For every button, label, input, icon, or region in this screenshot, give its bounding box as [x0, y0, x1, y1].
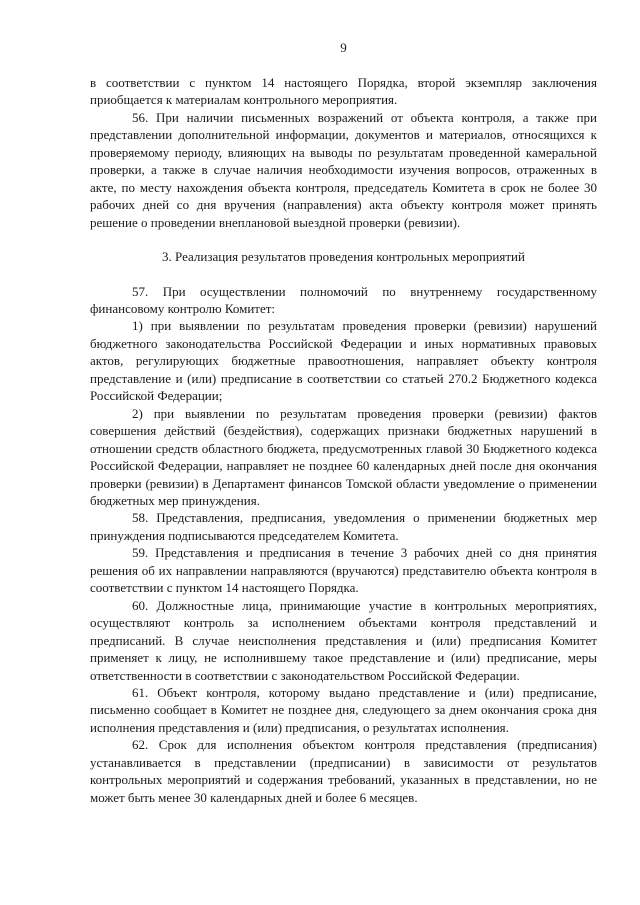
paragraph-continuation: в соответствии с пунктом 14 настоящего Порядка, второй экземпляр заключения приобщается к материалам контрольного мероприятия.	[90, 75, 597, 108]
paragraph-57-item-2: 2) при выявлении по результатам проведения проверки (ревизии) фактов совершения действий (бездействия), содержащих признаки бюджетных нарушений в отношении средств областного бюджета, предусмотренных главой 30 Бюджетного кодекса Российской Федерации, направляет не позднее 60 календарных дней после дня окончания проверки (ревизии) в Департамент финансов Томской области уведомление о применении бюджетных мер принуждения.	[90, 405, 597, 508]
paragraph-62: 62. Срок для исполнения объектом контроля представления (предписания) устанавливается в представлении (предписании) в зависимости от результатов контрольных мероприятий и содержания требований, указанных в представлении, но не может быть менее 30 календарных дней и более 6 месяцев.	[90, 737, 597, 805]
document-page	[90, 40, 597, 806]
section-heading: 3. Реализация результатов проведения контрольных мероприятий	[162, 249, 525, 265]
paragraph-58: 58. Представления, предписания, уведомления о применении бюджетных мер принуждения подписываются председателем Комитета.	[90, 510, 597, 543]
paragraph-60: 60. Должностные лица, принимающие участие в контрольных мероприятиях, осуществляют контроль за исполнением объектами контроля представлений и предписаний. В случае неисполнения представления и (или) предписания Комитет применяет к лицу, не исполнившему такое представление и (или) предписание, меры ответственности в соответствии с законодательством Российской Федерации.	[90, 597, 597, 683]
paragraph-61: 61. Объект контроля, которому выдано представление и (или) предписание, письменно сообщает в Комитет не позднее дня, следующего за днем окончания срока дня исполнения представления и (или) предписания, о результатах исполнения.	[90, 684, 597, 735]
paragraph-56: 56. При наличии письменных возражений от объекта контроля, а также при представлении дополнительной информации, документов и материалов, относящихся к проверяемому периоду, влияющих на выводы по результатам проведенной камеральной проверки, а также в случае наличия необходимости изучения вопросов, отраженных в акте, по месту нахождения объекта контроля, председатель Комитета в срок не более 30 рабочих дней со дня вручения (направления) акта объекту контроля может принять решение о проведении внеплановой выездной проверки (ревизии).	[90, 109, 597, 230]
paragraph-57: 57. При осуществлении полномочий по внутреннему государственному финансовому контролю Комитет:	[90, 283, 597, 316]
paragraph-57-item-1: 1) при выявлении по результатам проведения проверки (ревизии) нарушений бюджетного законодательства Российской Федерации и иных нормативных правовых актов, регулирующих бюджетные правоотношения, направляет объекту контроля представление и (или) предписание в соответствии со статьей 270.2 Бюджетного кодекса Российской Федерации;	[90, 318, 597, 404]
paragraph-59: 59. Представления и предписания в течение 3 рабочих дней со дня принятия решения об их направлении направляются (вручаются) представителю объекта контроля в соответствии с пунктом 14 настоящего Порядка.	[90, 545, 597, 596]
page-number: 9	[340, 40, 347, 55]
